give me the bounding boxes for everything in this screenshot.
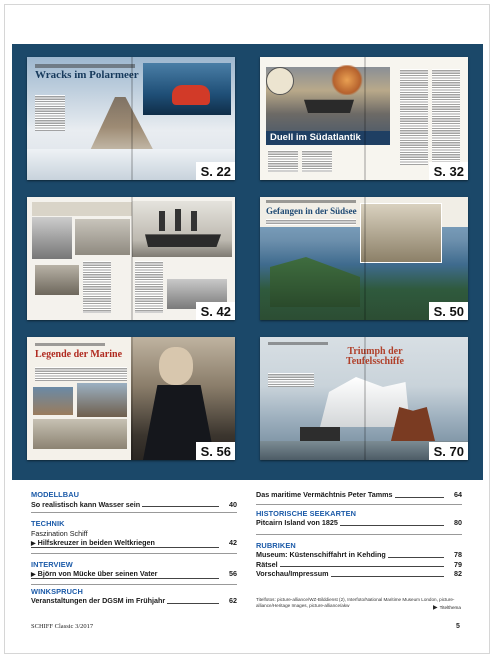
toc-entry-page: 62 xyxy=(229,596,237,605)
toc-entry-title: Hilfskreuzer in beiden Weltkriegen xyxy=(37,538,155,547)
spread-title: Duell im Südatlantik xyxy=(270,132,361,143)
toc-entry-title: Pitcairn Island von 1825 xyxy=(256,518,338,527)
page-number-tag: S. 50 xyxy=(429,302,468,320)
page-number-tag: S. 22 xyxy=(196,162,235,180)
toc-entry-subtitle: Faszination Schiff xyxy=(31,528,88,538)
toc-category: RUBRIKEN xyxy=(256,540,296,550)
toc-section-seekarten xyxy=(256,509,462,528)
toc-entry-title: Veranstaltungen der DGSM im Frühjahr xyxy=(31,596,166,605)
toc-entry-page: 42 xyxy=(229,538,237,547)
toc-entry-page: 82 xyxy=(454,569,462,578)
magazine-issue: SCHIFF Classic 3/2017 xyxy=(31,623,94,630)
title-story-legend-label: Titelthema xyxy=(439,605,461,610)
toc-category: HISTORISCHE SEEKARTEN xyxy=(256,508,357,518)
title-story-legend xyxy=(433,604,461,611)
toc-section-modellbau xyxy=(31,490,237,509)
title-story-marker-icon: ▶ xyxy=(433,605,438,611)
photo-credits: Titelfotos: picture-alliance/WZ-Bilddienst (2), Interfoto/National Maritime Museum London, picture-alliance/Heritage Images, picture-alliance/akw xyxy=(256,597,455,608)
toc-category: MODELLBAU xyxy=(31,490,80,499)
toc-section-rubriken xyxy=(256,541,462,579)
title-story-marker-icon: ▶ xyxy=(31,541,36,547)
page-number-tag: S. 32 xyxy=(429,162,468,180)
title-story-marker-icon: ▶ xyxy=(31,572,36,578)
toc-entry[interactable] xyxy=(31,500,237,510)
spread-thumbnail-6[interactable] xyxy=(260,337,468,460)
toc-entry[interactable] xyxy=(256,490,462,500)
spread-title: Legende der Marine xyxy=(35,349,123,360)
toc-entry[interactable] xyxy=(31,538,237,550)
toc-entry-page: 56 xyxy=(229,569,237,578)
spread-thumbnail-3[interactable] xyxy=(27,197,235,320)
toc-entry[interactable] xyxy=(256,518,462,528)
spread-thumbnail-1[interactable] xyxy=(27,57,235,180)
toc-entry-title: Vorschau/Impressum xyxy=(256,569,329,578)
toc-entry[interactable] xyxy=(256,560,462,570)
toc-entry-page: 79 xyxy=(454,559,462,569)
toc-entry-page: 40 xyxy=(229,499,237,509)
toc-entry-page: 64 xyxy=(454,490,462,499)
page-number: 5 xyxy=(456,623,460,630)
toc-category: TECHNIK xyxy=(31,519,65,528)
toc-right xyxy=(256,490,462,579)
toc-entry[interactable] xyxy=(31,596,237,606)
page-number-tag: S. 70 xyxy=(429,442,468,460)
toc-entry-title: Björn von Mücke über seinen Vater xyxy=(37,569,158,578)
toc-entry[interactable] xyxy=(256,550,462,560)
toc-section-interview xyxy=(31,560,237,581)
toc-entry-title: Das maritime Vermächtnis Peter Tamms xyxy=(256,490,393,499)
toc-category: INTERVIEW xyxy=(31,559,73,569)
spread-thumbnail-2[interactable] xyxy=(260,57,468,180)
toc-entry[interactable] xyxy=(31,569,237,581)
spread-title: Wracks im Polarmeer xyxy=(35,69,139,81)
toc-section-winkspruch xyxy=(31,587,237,606)
toc-category: WINKSPRUCH xyxy=(31,586,83,596)
spread-title: Gefangen in der Südsee xyxy=(266,206,357,216)
toc-entry[interactable] xyxy=(256,569,462,579)
toc-entry-title: Rätsel xyxy=(256,559,278,569)
spread-thumbnail-4[interactable] xyxy=(260,197,468,320)
toc-entry-title: Museum: Küstenschiffahrt in Kehding xyxy=(256,550,386,559)
spread-thumbnail-5[interactable] xyxy=(27,337,235,460)
toc-section-technik xyxy=(31,519,237,550)
spread-title: Triumph der Teufelsschiffe xyxy=(346,346,404,367)
toc-entry-title: So realistisch kann Wasser sein xyxy=(31,499,141,509)
toc-entry-page: 80 xyxy=(454,518,462,527)
page-number-tag: S. 42 xyxy=(196,302,235,320)
page-number-tag: S. 56 xyxy=(196,442,235,460)
toc-entry-page: 78 xyxy=(454,550,462,559)
toc-left xyxy=(31,490,237,606)
